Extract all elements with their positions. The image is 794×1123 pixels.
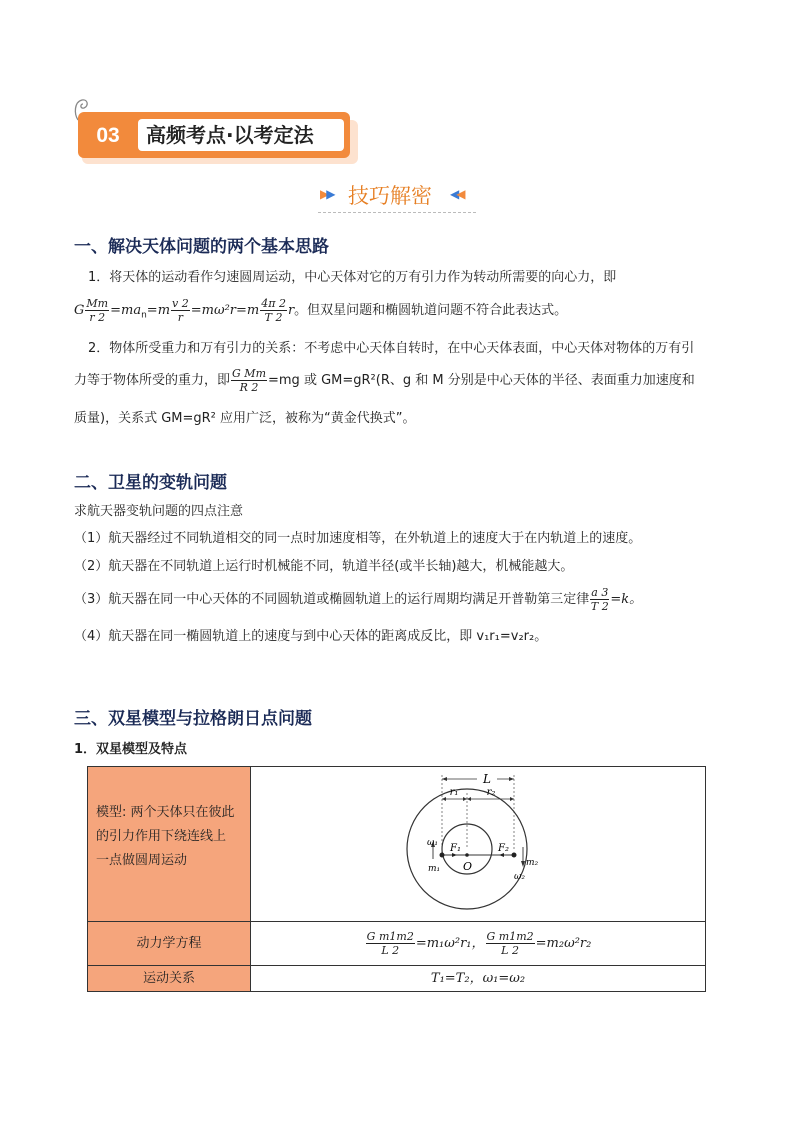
double-arrow-right-icon: ▶▶: [320, 187, 333, 201]
label-F2: F₂: [498, 843, 509, 854]
heading-section-2: 二、卫星的变轨问题: [74, 473, 227, 493]
double-arrow-left-icon: ◀◀: [450, 187, 463, 201]
chapter-title: 高频考点·以考定法: [146, 123, 314, 147]
s2-item-1: （1）航天器经过不同轨道相交的同一点时加速度相等，在外轨道上的速度大于在内轨道上的速度。: [74, 531, 642, 546]
s1-para2-line2: 力等于物体所受的重力，即 $\frac{\text{G Mm}}{R 2}$ =mg 或 GM=gR²(R、g 和 M 分别是中心天体的半径、表面重力加速度和: [74, 367, 695, 394]
label-r2: r₂: [486, 787, 496, 798]
binary-star-table: [87, 766, 706, 992]
mass-2-dot: [512, 853, 517, 858]
table-cell-dynamics-label: 动力学方程: [88, 921, 251, 965]
label-w2: ω₂: [514, 872, 525, 882]
heading-section-1: 一、解决天体问题的两个基本思路: [74, 237, 329, 257]
subheading-binary-star: 1．双星模型及特点: [74, 742, 188, 757]
label-F1: F₁: [450, 843, 461, 854]
chapter-banner: [78, 112, 358, 164]
s2-intro: 求航天器变轨问题的四点注意: [74, 504, 244, 519]
center-O-dot: [465, 853, 469, 857]
heading-section-3: 三、双星模型与拉格朗日点问题: [74, 709, 312, 729]
binary-star-diagram: [251, 767, 705, 921]
s1-para1-formula: G $\frac{Mm}{r 2}$ $=ma_n=m$ $\frac{v 2}{r}$ =mω²r=m $\frac{4\pi 2}{T 2}$ r。但双星问题和椭圆轨道问题不符合此表达式。: [74, 297, 568, 324]
table-cell-motion-label: 运动关系: [88, 965, 251, 991]
mass-1-dot: [440, 853, 445, 858]
section-tag-label: 技巧解密: [348, 184, 432, 208]
table-cell-dynamics-formula: $\frac{\text{G m1m2}}{L 2}$ =m₁ω²r₁， $\frac{\text{G m1m2}}{L 2}$ =m₂ω²r₂: [251, 921, 705, 965]
label-w1: ω₁: [427, 838, 438, 848]
label-L: L: [483, 772, 491, 786]
s1-para2-line3: 质量)，关系式 GM=gR² 应用广泛，被称为“黄金代换式”。: [74, 411, 416, 426]
table-cell-model-label: 模型: 两个天体只在彼此 的引力作用下绕连线上 一点做圆周运动: [88, 767, 251, 921]
s2-item-3: （3）航天器在同一中心天体的不同圆轨道或椭圆轨道上的运行周期均满足开普勒第三定律 $\frac{a 3}{T 2}$ =k。: [74, 586, 643, 613]
s2-item-4: （4）航天器在同一椭圆轨道上的速度与到中心天体的距离成反比，即 v₁r₁=v₂r₂。: [74, 629, 548, 644]
label-O: O: [463, 860, 473, 873]
s2-item-2: （2）航天器在不同轨道上运行时机械能不同，轨道半径(或半长轴)越大，机械能越大。: [74, 559, 574, 574]
s1-para1-line1: 1．将天体的运动看作匀速圆周运动，中心天体对它的万有引力作为转动所需要的向心力，即: [88, 270, 617, 285]
table-cell-diagram: [251, 767, 705, 921]
label-r1: r₁: [449, 787, 459, 798]
chapter-number: 03: [96, 124, 120, 147]
s1-para2-line1: 2．物体所受重力和万有引力的关系：不考虑中心天体自转时，在中心天体表面，中心天体对物体的万有引: [88, 341, 695, 356]
section-tag: [318, 178, 476, 213]
label-m1: m₁: [428, 864, 441, 874]
label-m2: m₂: [526, 858, 539, 868]
table-cell-motion-relation: T₁=T₂，ω₁=ω₂: [251, 965, 705, 991]
